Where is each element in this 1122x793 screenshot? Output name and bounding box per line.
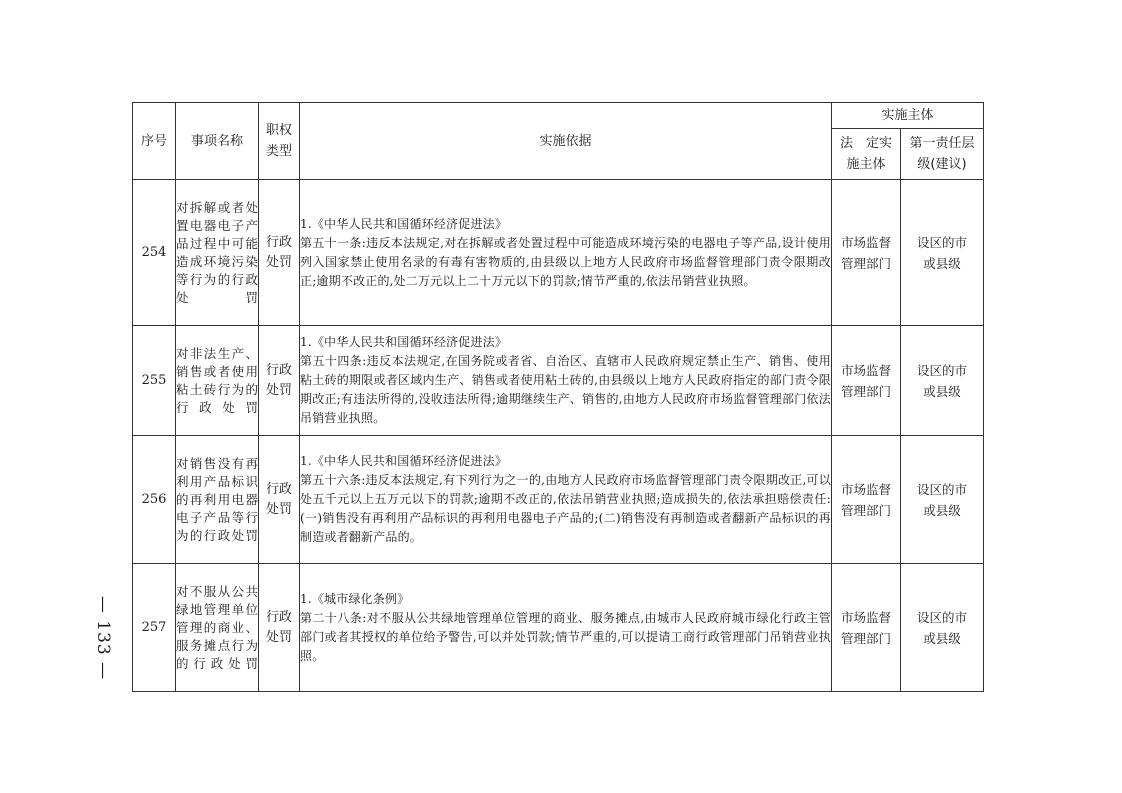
header-seq: 序号 xyxy=(133,103,176,180)
row-power-type xyxy=(259,436,300,564)
header-type-text: 职权类型 xyxy=(265,123,292,159)
row-power-type-text: 行政处罚 xyxy=(265,481,292,517)
row-item-name: 对不服从公共绿地管理单位管理的商业、服务摊点行为的行政处罚 xyxy=(176,564,259,692)
header-legal-body-text: 法 定实施主体 xyxy=(839,136,892,172)
row-power-type-text: 行政处罚 xyxy=(265,234,292,270)
row-legal-body-text: 市场监督管理部门 xyxy=(840,609,891,646)
row-seq: 256 xyxy=(133,436,176,564)
row-legal-body-text: 市场监督管理部门 xyxy=(840,234,891,271)
row-legal-body xyxy=(832,436,901,564)
row-item-name: 对销售没有再利用产品标识的再利用电器电子产品等行为的行政处罚 xyxy=(176,436,259,564)
row-power-type-text: 行政处罚 xyxy=(265,362,292,398)
row-legal-body xyxy=(832,180,901,326)
row-law-title: 1.《中华人民共和国循环经济促进法》 xyxy=(300,216,508,231)
row-first-level xyxy=(901,436,984,564)
header-legal-body xyxy=(832,129,901,180)
row-law-title: 1.《中华人民共和国循环经济促进法》 xyxy=(300,335,508,349)
row-law-title: 1.《中华人民共和国循环经济促进法》 xyxy=(300,454,508,468)
row-first-level xyxy=(901,180,984,326)
row-law-clause: 第二十八条:对不服从公共绿地管理单位管理的商业、服务摊点,由城市人民政府城市绿化行政主管部门或者其授权的单位给予警告,可以并处罚款;情节严重的,可以提请工商行政管理部门吊销营业执照。 xyxy=(300,610,831,663)
row-legal-body-text: 市场监督管理部门 xyxy=(840,362,891,399)
row-seq: 254 xyxy=(133,180,176,326)
row-first-level-text: 设区的市或县级 xyxy=(917,362,968,399)
row-law-clause: 第五十一条:违反本法规定,对在拆解或者处置过程中可能造成环境污染的电器电子等产品,设计使用列入国家禁止使用名录的有毒有害物质的,由县级以上地方人民政府市场监督管理部门责令限期改正;逾期不改正的,处二万元以上二十万元以下的罚款;情节严重的,依法吊销营业执照。 xyxy=(300,235,831,288)
row-first-level-text: 设区的市或县级 xyxy=(917,609,968,646)
header-basis: 实施依据 xyxy=(300,103,832,180)
row-item-name: 对拆解或者处置电器电子产品过程中可能造成环境污染等行为的行政处罚 xyxy=(176,180,259,326)
row-first-level xyxy=(901,564,984,692)
row-seq: 255 xyxy=(133,326,176,436)
header-type xyxy=(259,103,300,180)
page-number-text: — 133 — xyxy=(93,595,114,680)
header-name: 事项名称 xyxy=(176,103,259,180)
row-legal-body-text: 市场监督管理部门 xyxy=(840,481,891,518)
row-law-clause: 第五十四条:违反本法规定,在国务院或者省、自治区、直辖市人民政府规定禁止生产、销售、使用粘土砖的期限或者区域内生产、销售或者使用粘土砖的,由县级以上地方人民政府指定的部门责令限期改正;有违法所得的,没收违法所得;逾期继续生产、销售的,由地方人民政府市场监督管理部门依法吊销营业执照。 xyxy=(300,354,831,425)
header-first-level xyxy=(901,129,984,180)
row-basis xyxy=(300,436,832,564)
table-row xyxy=(133,326,984,436)
row-legal-body xyxy=(832,564,901,692)
header-subject: 实施主体 xyxy=(832,103,984,129)
table-row xyxy=(133,564,984,692)
row-law-clause: 第五十六条:违反本法规定,有下列行为之一的,由地方人民政府市场监督管理部门责令限期改正,可以处五千元以上五万元以下的罚款;逾期不改正的,依法吊销营业执照;造成损失的,依法承担赔偿责任:(一)销售没有再利用产品标识的再利用电器电子产品的;(二)销售没有再制造或者翻新产品标识的再制造或者翻新产品的。 xyxy=(300,473,831,544)
row-first-level-text: 设区的市或县级 xyxy=(917,481,968,518)
table-row xyxy=(133,180,984,326)
row-item-name: 对非法生产、销售或者使用粘土砖行为的行政处罚 xyxy=(176,326,259,436)
row-power-type-text: 行政处罚 xyxy=(265,609,292,645)
header-first-level-text: 第一责任层级(建议) xyxy=(909,136,975,172)
row-basis xyxy=(300,564,832,692)
row-basis xyxy=(300,326,832,436)
row-first-level xyxy=(901,326,984,436)
row-power-type xyxy=(259,180,300,326)
row-first-level-text: 设区的市或县级 xyxy=(917,234,968,271)
page-number xyxy=(88,585,118,690)
enforcement-items-table xyxy=(132,102,984,692)
row-power-type xyxy=(259,326,300,436)
row-basis xyxy=(300,180,832,326)
row-law-title: 1.《城市绿化条例》 xyxy=(300,591,410,606)
table-row xyxy=(133,436,984,564)
row-seq: 257 xyxy=(133,564,176,692)
row-legal-body xyxy=(832,326,901,436)
row-power-type xyxy=(259,564,300,692)
